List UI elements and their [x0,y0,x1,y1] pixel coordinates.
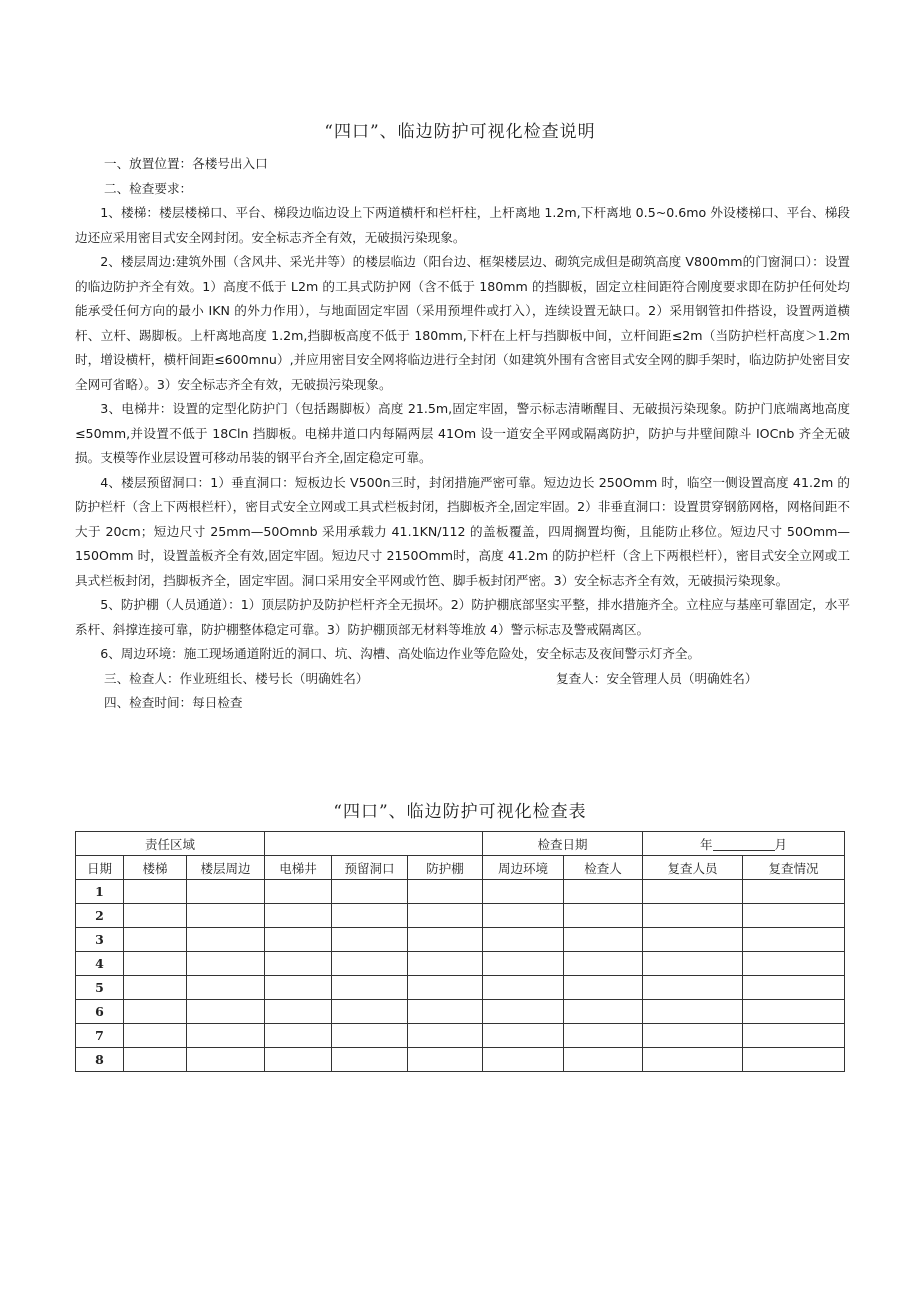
cell[interactable] [332,1048,408,1072]
row-number: 2 [76,904,124,928]
cell[interactable] [564,904,643,928]
table-row [76,952,845,976]
cell[interactable] [408,976,483,1000]
cell[interactable] [187,880,265,904]
cell[interactable] [743,880,845,904]
cell[interactable] [408,952,483,976]
header-reviewer: 复查人员 [643,856,743,880]
cell[interactable] [265,1000,332,1024]
row-number: 7 [76,1024,124,1048]
table-top-row [76,832,845,856]
cell[interactable] [187,1048,265,1072]
cell[interactable] [743,1048,845,1072]
table-title: “四口”、临边防护可视化检查表 [333,802,587,822]
table-row [76,880,845,904]
header-date: 日期 [76,856,124,880]
cell[interactable] [483,1024,564,1048]
cell[interactable] [483,880,564,904]
table-row [76,1000,845,1024]
cell[interactable] [564,880,643,904]
cell[interactable] [265,880,332,904]
header-floor-edge: 楼层周边 [187,856,265,880]
cell[interactable] [643,1048,743,1072]
requirement-elevator-shaft: 3、电梯井：设置的定型化防护门（包括踢脚板）高度 21.5m,固定牢固，警示标志清晰醒目、无破损污染现象。防护门底端离地高度≤50mm,并设置不低于 18Cln 挡脚板。电梯井道口内每隔两层 41Om 设一道安全平网或隔离防护，防护与井壁间隙斗 IOCnb 齐全无破损。支模等作业层设置可移动吊装的钢平台齐全,固定稳定可靠。 [75,401,850,465]
cell[interactable] [265,976,332,1000]
cell[interactable] [332,928,408,952]
cell[interactable] [265,1048,332,1072]
cell[interactable] [124,928,187,952]
cell[interactable] [124,904,187,928]
cell[interactable] [408,880,483,904]
cell[interactable] [643,880,743,904]
cell[interactable] [332,1000,408,1024]
cell[interactable] [483,1000,564,1024]
header-openings: 预留洞口 [332,856,408,880]
document-title: “四口”、临边防护可视化检查说明 [324,122,596,142]
section-inspectors [75,667,850,692]
cell[interactable] [265,904,332,928]
inspector-text: 三、检查人：作业班组长、楼号长（明确姓名） [103,670,369,686]
row-number: 5 [76,976,124,1000]
inspection-table [75,831,845,1072]
header-inspector: 检查人 [564,856,643,880]
section-requirements-heading: 二、检查要求： [103,180,193,196]
cell[interactable] [643,976,743,1000]
document-body [75,152,850,716]
cell[interactable] [483,1048,564,1072]
year-blank[interactable] [713,837,775,851]
cell[interactable] [187,1024,265,1048]
cell[interactable] [332,976,408,1000]
year-month-cell[interactable] [643,832,845,856]
table-row [76,1024,845,1048]
requirement-floor-edge: 2、楼层周边:建筑外围（含风井、采光井等）的楼层临边（阳台边、框架楼层边、砌筑完成但是砌筑高度 V800mm的门窗洞口）：设置的临边防护齐全有效。1）高度不低于 L2m 的工具式防护网（含不低于 180mm 的挡脚板，固定立柱间距符合刚度要求即在防护任何处均能承受任何方向的最小 IKN 的外力作用），与地面固定牢固（采用预埋件或打入），连续设置无缺口。2）采用钢管扣件搭设，设置两道横杆、立杆、踢脚板。上杆离地高度 1.2m,挡脚板高度不低于 180mm,下杆在上杆与挡脚板中间，立杆间距≤2m（当防护栏杆高度＞1.2m 时，增设横杆，横杆间距≤600mnu）,并应用密目安全网将临边进行全封闭（如建筑外围有含密目式安全网的脚手架时，临边防护处密目安全网可省略）。3）安全标志齐全有效，无破损污染现象。 [75,254,850,392]
cell[interactable] [187,976,265,1000]
cell[interactable] [187,904,265,928]
cell[interactable] [332,952,408,976]
header-shed: 防护棚 [408,856,483,880]
cell[interactable] [743,928,845,952]
cell[interactable] [564,1000,643,1024]
month-label: 月 [774,836,788,852]
cell[interactable] [564,952,643,976]
cell[interactable] [743,976,845,1000]
cell[interactable] [124,1048,187,1072]
cell[interactable] [408,1048,483,1072]
cell[interactable] [564,1024,643,1048]
cell[interactable] [643,952,743,976]
section-inspection-time: 四、检查时间：每日检查 [103,695,243,710]
cell[interactable] [743,1000,845,1024]
zone-value-cell[interactable] [265,832,483,856]
cell[interactable] [483,904,564,928]
cell[interactable] [187,928,265,952]
cell[interactable] [408,904,483,928]
cell[interactable] [265,1024,332,1048]
cell[interactable] [265,928,332,952]
cell[interactable] [332,880,408,904]
cell[interactable] [124,1024,187,1048]
header-review-status: 复查情况 [743,856,845,880]
cell[interactable] [124,880,187,904]
zone-label: 责任区域 [76,832,265,856]
cell[interactable] [643,1000,743,1024]
cell[interactable] [564,976,643,1000]
row-number: 8 [76,1048,124,1072]
table-row [76,904,845,928]
cell[interactable] [408,928,483,952]
cell[interactable] [408,1024,483,1048]
cell[interactable] [483,976,564,1000]
cell[interactable] [643,904,743,928]
header-elevator: 电梯井 [265,856,332,880]
cell[interactable] [187,952,265,976]
table-header-row [76,856,845,880]
cell[interactable] [564,928,643,952]
cell[interactable] [743,1024,845,1048]
requirement-protective-shed: 5、防护棚（人员通道）：1）顶层防护及防护栏杆齐全无损坏。2）防护棚底部坚实平整，排水措施齐全。立柱应与基座可靠固定，水平系杆、斜撑连接可靠，防护棚整体稳定可靠。3）防护棚顶部无材料等堆放 4）警示标志及警戒隔离区。 [75,597,850,637]
cell[interactable] [332,1024,408,1048]
cell[interactable] [483,952,564,976]
cell[interactable] [743,904,845,928]
row-number: 3 [76,928,124,952]
header-surroundings: 周边环境 [483,856,564,880]
row-number: 4 [76,952,124,976]
year-label: 年 [700,836,713,852]
cell[interactable] [265,952,332,976]
reviewer-text: 复查人：安全管理人员（明确姓名） [555,670,758,686]
cell[interactable] [124,952,187,976]
table-row [76,976,845,1000]
requirement-surroundings: 6、周边环境：施工现场通道附近的洞口、坑、沟槽、高处临边作业等危险处，安全标志及夜间警示灯齐全。 [100,646,701,661]
row-number: 1 [76,880,124,904]
table-row [76,1048,845,1072]
cell[interactable] [564,1048,643,1072]
requirement-floor-openings: 4、楼层预留洞口：1）垂直洞口：短板边长 V500n三时，封闭措施严密可靠。短边边长 250Omm 时，临空一侧设置高度 41.2m 的防护栏杆（含上下两根栏杆），密目式安全立网或工具式栏板封闭，挡脚板齐全,固定牢固。2）非垂直洞口：设置贯穿钢筋网格，网格间距不大于 20cm；短边尺寸 25mm—50Omnb 采用承载力 41.1KN/112 的盖板覆盖，四周搁置均衡，且能防止移位。短边尺寸 50Omm—150Omm 时，设置盖板齐全有效,固定牢固。短边尺寸 2150Omm时，高度 41.2m 的防护栏杆（含上下两根栏杆），密目式安全立网或工具式栏板封闭，挡脚板齐全，固定牢固。洞口采用安全平网或竹笆、脚手板封闭严密。3）安全标志齐全有效，无破损污染现象。 [75,474,850,588]
cell[interactable] [643,928,743,952]
cell[interactable] [483,928,564,952]
cell[interactable] [124,1000,187,1024]
row-number: 6 [76,1000,124,1024]
header-stairs: 楼梯 [124,856,187,880]
table-row [76,928,845,952]
cell[interactable] [643,1024,743,1048]
section-placement: 一、放置位置：各楼号出入口 [103,156,268,171]
cell[interactable] [408,1000,483,1024]
cell[interactable] [187,1000,265,1024]
requirement-stairs: 1、楼梯：楼层楼梯口、平台、梯段边临边设上下两道横杆和栏杆柱，上杆离地 1.2m,下杆离地 0.5~0.6mo 外设楼梯口、平台、梯段边还应采用密目式安全网封闭。安全标志齐全有效，无破损污染现象。 [75,205,850,245]
date-label: 检查日期 [483,832,643,856]
cell[interactable] [124,976,187,1000]
cell[interactable] [332,904,408,928]
cell[interactable] [743,952,845,976]
